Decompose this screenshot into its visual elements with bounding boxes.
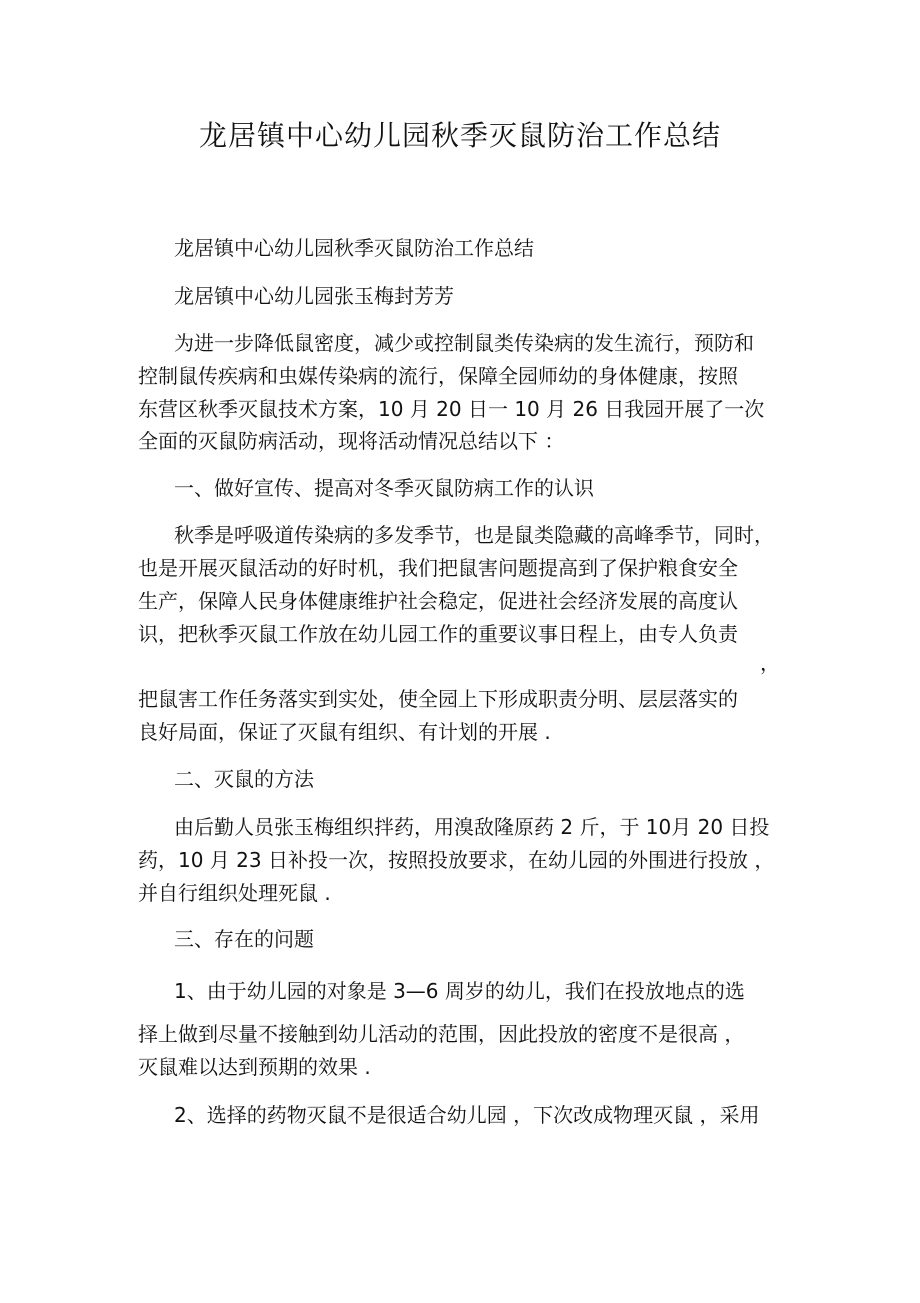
paragraph-line: 为进一步降低鼠密度，减少或控制鼠类传染病的发生流行，预防和 [174,331,754,355]
paragraph-line: 由后勤人员张玉梅组织拌药，用溴敌隆原药 2 斤，于 10月 20 日投 [174,815,770,839]
section-heading-2: 二、灭鼠的方法 [174,767,314,791]
paragraph-line: ， [760,651,780,675]
paragraph-line: 择上做到尽量不接触到幼儿活动的范围，因此投放的密度不是很高 ， [138,1022,745,1046]
paragraph-line: 并自行组织处理死鼠 . [138,881,331,905]
document-title: 龙居镇中心幼儿园秋季灭鼠防治工作总结 [198,119,721,152]
paragraph-line: 识，把秋季灭鼠工作放在幼儿园工作的重要议事日程上，由专人负责 [138,622,738,646]
paragraph-line: 生产，保障人民身体健康维护社会稳定，促进社会经济发展的高度认 [138,589,738,613]
paragraph-line: 良好局面，保证了灭鼠有组织、有计划的开展 . [138,720,551,744]
paragraph-line: 控制鼠传疾病和虫媒传染病的流行，保障全园师幼的身体健康，按照 [138,364,738,388]
paragraph-line: 也是开展灭鼠活动的好时机，我们把鼠害问题提高到了保护粮食安全 [138,556,738,580]
paragraph-line: 1、由于幼儿园的对象是 3—6 周岁的幼儿，我们在投放地点的选 [174,979,745,1003]
section-heading-1: 一、做好宣传、提高对冬季灭鼠防病工作的认识 [174,476,594,500]
author-line: 龙居镇中心幼儿园张玉梅封芳芳 [174,284,454,308]
paragraph-line: 2、选择的药物灭鼠不是很适合幼儿园 ，下次改成物理灭鼠 ，采用 [174,1103,760,1127]
section-heading-3: 三、存在的问题 [174,927,314,951]
paragraph-line: 东营区秋季灭鼠技术方案，10 月 20 日一 10 月 26 日我园开展了一次 [138,397,765,421]
paragraph-line: 药，10 月 23 日补投一次，按照投放要求，在幼儿园的外围进行投放 ， [138,848,775,872]
paragraph-line: 把鼠害工作任务落实到实处，使全园上下形成职责分明、层层落实的 [138,687,738,711]
subtitle-line: 龙居镇中心幼儿园秋季灭鼠防治工作总结 [174,236,534,260]
paragraph-line: 秋季是呼吸道传染病的多发季节，也是鼠类隐藏的高峰季节，同时， [174,523,774,547]
paragraph-line: 灭鼠难以达到预期的效果 . [138,1055,371,1079]
paragraph-line: 全面的灭鼠防病活动，现将活动情况总结以下 ： [138,429,565,453]
